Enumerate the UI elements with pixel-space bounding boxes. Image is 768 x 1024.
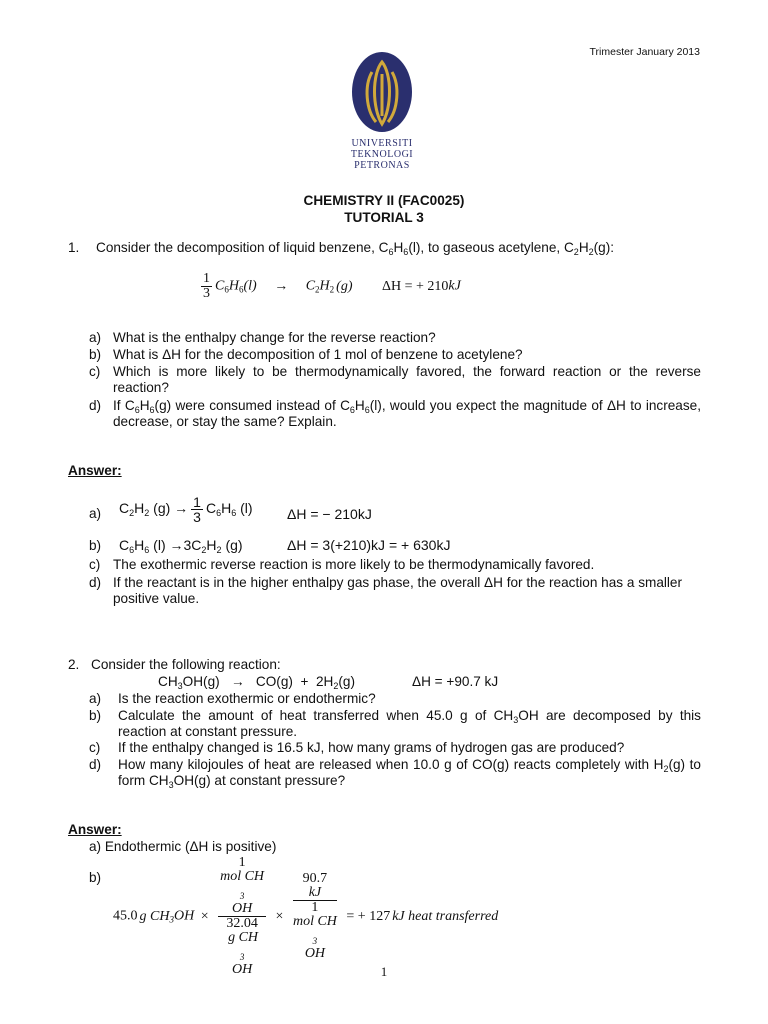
- q2d-text-part: OH(g) at constant pressure?: [173, 773, 346, 788]
- a1d-label: d): [89, 575, 102, 590]
- fraction-denominator: [293, 901, 337, 961]
- calc-text: g CH: [228, 930, 259, 945]
- q1d-sub: 6: [349, 405, 355, 415]
- q1a-label: a): [89, 330, 102, 345]
- times-sign: ×: [200, 908, 209, 924]
- eq-sub: 6: [224, 284, 229, 295]
- reaction-arrow: →: [274, 278, 289, 294]
- q1d-label: d): [89, 398, 102, 413]
- eq-text: C: [119, 500, 130, 517]
- a1b-equation: [119, 537, 243, 553]
- eq-sub: 6: [144, 545, 150, 555]
- eq-state: (g): [336, 278, 353, 294]
- q2c-label: c): [89, 740, 101, 755]
- a1b-enthalpy: ΔH = 3(+210)kJ = + 630kJ: [287, 537, 451, 553]
- q1d-sub: 6: [149, 405, 155, 415]
- eq-enthalpy: ΔH = + 210: [381, 278, 449, 294]
- calc-text: 90.7: [302, 871, 328, 886]
- calc-text: kJ: [308, 885, 322, 900]
- eq-text: H: [134, 537, 145, 553]
- eq-sub: 2: [333, 681, 339, 691]
- calc-text: 1: [238, 855, 246, 870]
- fraction-denominator: 3: [193, 509, 201, 525]
- answer1-heading-text: Answer:: [68, 463, 122, 478]
- q1-intro-text: Consider the decomposition of liquid benzene, C: [96, 240, 389, 255]
- calc-sub: 3: [169, 914, 174, 925]
- eq-sub: 6: [231, 508, 237, 519]
- q2a-text: Is the reaction exothermic or endothermic?: [118, 691, 376, 706]
- university-name-line-1: UNIVERSITI: [351, 138, 413, 149]
- eq-unit: kJ: [448, 278, 461, 294]
- q2b-text-part: OH are decomposed by this reaction at constant pressure.: [118, 708, 701, 739]
- a2b-label: b): [89, 870, 102, 885]
- q2b-text: [118, 708, 701, 740]
- university-name-line-2: TEKNOLOGI: [350, 149, 414, 160]
- calc-sub: 3: [312, 936, 318, 946]
- eq-sub: 3: [177, 681, 183, 691]
- answer1-heading: [68, 463, 122, 478]
- eq-text: H: [206, 537, 217, 553]
- calc-text: OH: [304, 946, 326, 961]
- times-sign: ×: [275, 908, 284, 924]
- eq-text: (g): [338, 674, 355, 689]
- calc-text: OH: [231, 901, 253, 916]
- calc-text: OH: [173, 908, 195, 924]
- q1-intro: [96, 240, 614, 255]
- eq-sub: 2: [216, 545, 222, 555]
- university-logo: [350, 50, 414, 134]
- q1-intro-sub: 2: [588, 247, 594, 257]
- eq-text: H: [228, 278, 239, 294]
- eq-text: CH: [158, 674, 178, 689]
- answer2-heading: [68, 822, 122, 837]
- fraction-numerator: [218, 856, 266, 917]
- eq-text: C: [119, 537, 130, 553]
- eq-sub: 6: [238, 284, 244, 295]
- q1d-text-part: (g) were consumed instead of C: [154, 398, 350, 413]
- eq-text: H: [221, 500, 232, 517]
- q1-intro-sub: 6: [388, 247, 394, 257]
- calc-text: 1: [311, 900, 319, 915]
- a1a-label: a): [89, 506, 102, 521]
- eq-sub: 2: [144, 508, 150, 519]
- eq-text: C: [305, 278, 316, 294]
- q1-intro-sub: 6: [403, 247, 409, 257]
- university-emblem-icon: [350, 50, 414, 134]
- q1d-text-part: H: [354, 398, 365, 413]
- q2d-sub: 3: [168, 780, 174, 790]
- a2b-fraction-1: [218, 856, 266, 977]
- calc-text: mol CH: [292, 914, 337, 929]
- eq-text: (l): [236, 500, 253, 517]
- q1-eq-fraction: [201, 272, 212, 301]
- q1b-label: b): [89, 347, 102, 362]
- a1b-label: b): [89, 538, 102, 553]
- tutorial-title: TUTORIAL 3: [344, 210, 424, 225]
- q2c-text: If the enthalpy changed is 16.5 kJ, how many grams of hydrogen gas are produced?: [118, 740, 625, 755]
- eq-sub: 6: [216, 508, 222, 519]
- q2-number: 2.: [68, 657, 80, 672]
- calc-text: 32.04: [226, 916, 258, 931]
- fraction-numerator: 1: [203, 271, 210, 286]
- a1c-text: The exothermic reverse reaction is more likely to be thermodynamically favored.: [113, 557, 595, 572]
- q1a-text: What is the enthalpy change for the reverse reaction?: [113, 330, 436, 345]
- calc-text: g CH: [139, 908, 170, 924]
- q2d-label: d): [89, 757, 102, 772]
- eq-text: C: [205, 500, 217, 517]
- q1d-text-part: If C: [113, 398, 135, 413]
- q1c-text: Which is more likely to be thermodynamically favored, the forward reaction or the reverse reaction?: [113, 364, 701, 395]
- fraction-numerator: 1: [193, 494, 201, 510]
- trimester-label: Trimester January 2013: [589, 46, 700, 58]
- a2a-text: a) Endothermic (ΔH is positive): [89, 839, 277, 854]
- q2d-text: [118, 757, 701, 789]
- q1d-sub: 6: [364, 405, 370, 415]
- calc-text: OH: [231, 962, 253, 977]
- q2b-label: b): [89, 708, 102, 723]
- answer2-heading-text: Answer:: [68, 822, 122, 837]
- q2d-sub: 2: [663, 764, 669, 774]
- q1-intro-sub: 2: [573, 247, 579, 257]
- eq-text: OH(g) → CO(g) + 2H: [182, 674, 334, 689]
- calc-sub: 3: [239, 952, 245, 962]
- a1a-enthalpy: ΔH = − 210kJ: [287, 506, 372, 522]
- eq-state: (l): [243, 278, 257, 294]
- calc-sub: 3: [239, 891, 245, 901]
- eq-text: H: [134, 500, 145, 517]
- q1b-text: What is ΔH for the decomposition of 1 mol of benzene to acetylene?: [113, 347, 523, 362]
- q1-number: 1.: [68, 240, 80, 255]
- eq-text: (g) →: [149, 500, 189, 517]
- q1d-text-part: (l), would you expect the magnitude of ΔH to increase, decrease, or stay the same? Explain.: [113, 398, 701, 429]
- eq-text: (g): [221, 537, 243, 553]
- eq-sub: 2: [315, 284, 320, 295]
- fraction-denominator: 3: [203, 286, 210, 301]
- university-name-line-3: PETRONAS: [354, 160, 410, 171]
- a1d-text: If the reactant is in the higher enthalpy gas phase, the overall ΔH for the reaction has a smaller positive value.: [113, 575, 683, 606]
- a1a-equation: [119, 495, 253, 524]
- calc-text: 45.0: [113, 908, 138, 924]
- eq-sub: 6: [129, 545, 135, 555]
- q1-intro-text: H: [578, 240, 589, 255]
- eq-sub: 2: [329, 284, 335, 295]
- calc-text: mol CH: [220, 869, 265, 884]
- a2b-fraction-2: [293, 872, 337, 961]
- a2b-calculation: [113, 856, 498, 977]
- q2d-text-part: How many kilojoules of heat are released when 10.0 g of CO(g) reacts completely with H: [118, 757, 664, 772]
- a1c-label: c): [89, 557, 101, 572]
- eq-text: C: [215, 278, 225, 294]
- fraction-numerator: [293, 872, 337, 901]
- eq-text: H: [319, 278, 330, 294]
- q1c-label: c): [89, 364, 101, 379]
- q1d-text: [113, 398, 701, 430]
- eq-sub: 2: [201, 545, 207, 555]
- eq-sub: 2: [129, 508, 135, 519]
- q2b-sub: 3: [513, 715, 519, 725]
- q1-intro-text: (l), to gaseous acetylene, C: [408, 240, 574, 255]
- calc-result: kJ heat transferred: [392, 908, 499, 924]
- q1-intro-text: (g):: [593, 240, 615, 255]
- q2-equation: [158, 674, 355, 689]
- q2d-text-part: (g) to form CH: [118, 757, 701, 788]
- q1-intro-text: H: [393, 240, 404, 255]
- university-name: [330, 138, 434, 171]
- q2a-label: a): [89, 691, 102, 706]
- q2-enthalpy: ΔH = +90.7 kJ: [412, 674, 499, 689]
- eq-text: (l) →3C: [149, 537, 202, 553]
- page-number: 1: [380, 964, 388, 979]
- a1a-fraction: [191, 495, 203, 524]
- q1d-sub: 6: [134, 405, 140, 415]
- q1-equation: [198, 272, 461, 301]
- q2b-text-part: Calculate the amount of heat transferred when 45.0 g of CH: [118, 708, 514, 723]
- calc-text: = + 127: [346, 908, 391, 924]
- q1d-text-part: H: [139, 398, 150, 413]
- course-title: CHEMISTRY II (FAC0025): [303, 193, 465, 208]
- page-title: [0, 192, 768, 226]
- q2-intro: Consider the following reaction:: [91, 657, 281, 672]
